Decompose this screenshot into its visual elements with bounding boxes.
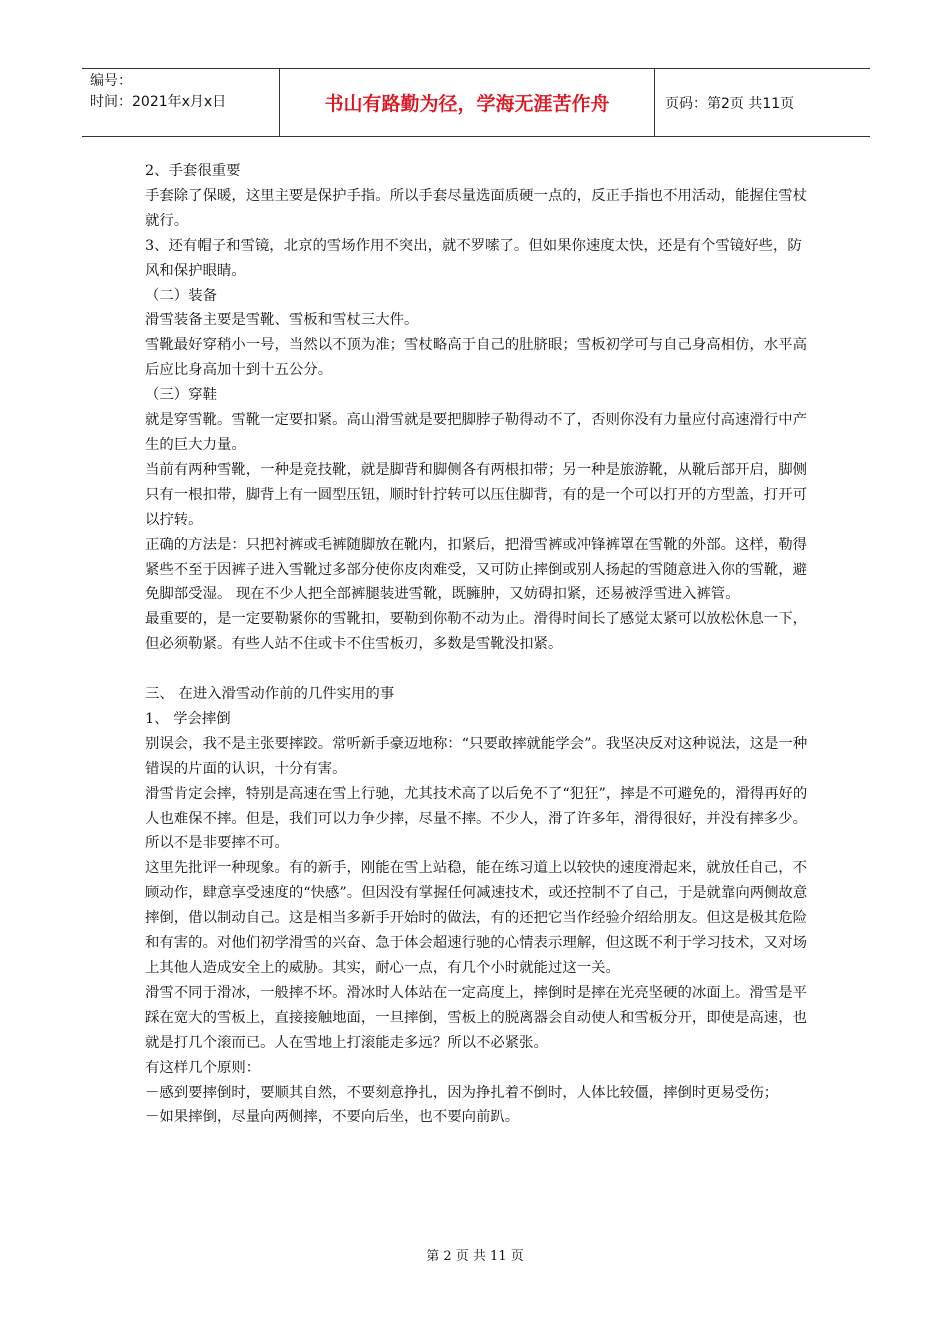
page-header (82, 68, 870, 137)
paragraph: 当前有两种雪靴，一种是竞技靴，就是脚背和脚侧各有两根扣带；另一种是旅游靴，从靴后部开启，脚侧只有一根扣带，脚背上有一圆型压钮，顺时针拧转可以压住脚背，有的是一个可以打开的方型盖，打开可以拧转。 (145, 461, 807, 528)
paragraph: 3、还有帽子和雪镜，北京的雪场作用不突出，就不罗嗦了。但如果你速度太快，还是有个雪镜好些，防风和保护眼睛。 (145, 237, 802, 279)
paragraph: 正确的方法是：只把衬裤或毛裤随脚放在靴内，扣紧后，把滑雪裤或冲锋裤罩在雪靴的外部。这样，勒得紧些不至于因裤子进入雪靴过多部分使你皮肉难受，又可防止摔倒或别人扬起的雪随意进入你的雪靴，避免脚部受湿。 现在不少人把全部裤腿装进雪靴，既臃肿，又妨碍扣紧，还易被浮雪进入裤管。 (145, 536, 807, 603)
paragraph: 手套除了保暖，这里主要是保护手指。所以手套尽量选面质硬一点的，反正手指也不用活动，能握住雪杖就行。 (145, 187, 807, 229)
section-heading: 三、 在进入滑雪动作前的几件实用的事 (145, 686, 395, 703)
header-page-number: 页码：第2页 共11页 (665, 95, 795, 112)
document-number-label: 编号： (90, 73, 132, 89)
paragraph: 这里先批评一种现象。有的新手，刚能在雪上站稳，能在练习道上以较快的速度滑起来，就放任自己，不顾动作，肆意享受速度的“快感”。但因没有掌握任何减速技术，或还控制不了自己，于是就靠向两侧故意摔倒，借以制动自己。这是相当多新手开始时的做法，有的还把它当作经验介绍给朋友。但这是极其危险和有害的。对他们初学滑雪的兴奋、急于体会超速行驰的心情表示理解，但这既不利于学习技术，又对场上其他人造成安全上的威胁。其实，耐心一点，有几个小时就能过这一关。 (145, 860, 808, 976)
paragraph: 雪靴最好穿稍小一号，当然以不顶为准；雪杖略高于自己的肚脐眼；雪板初学可与自己身高相仿，水平高后应比身高加十到十五公分。 (145, 337, 807, 379)
paragraph: 有这样几个原则： (145, 1059, 261, 1076)
paragraph: －感到要摔倒时，要顺其自然，不要刻意挣扎，因为挣扎着不倒时，人体比较僵，摔倒时更易受伤； (145, 1084, 779, 1101)
paragraph: （二）装备 (145, 287, 217, 304)
document-date: 时间：2021年x月x日 (90, 94, 227, 110)
page-footer: 第 2 页 共 11 页 (426, 1249, 524, 1264)
document-body (145, 159, 809, 1130)
paragraph: 最重要的，是一定要勒紧你的雪靴扣，要勒到你勒不动为止。滑得时间长了感觉太紧可以放松休息一下，但必须勒紧。有些人站不住或卡不住雪板刃，多数是雪靴没扣紧。 (145, 611, 807, 653)
paragraph: 别误会，我不是主张要摔跤。常听新手豪迈地称：“只要敢摔就能学会”。我坚决反对这种说法，这是一种错误的片面的认识，十分有害。 (145, 735, 808, 777)
paragraph: －如果摔倒，尽量向两侧摔，不要向后坐，也不要向前趴。 (145, 1109, 520, 1126)
paragraph: 2、手套很重要 (145, 163, 241, 179)
paragraph: （三）穿鞋 (145, 387, 217, 404)
blank-line (145, 657, 809, 682)
paragraph: 就是穿雪靴。雪靴一定要扣紧。高山滑雪就是要把脚脖子勒得动不了，否则你没有力量应付高速滑行中产生的巨大力量。 (145, 412, 807, 453)
paragraph: 滑雪肯定会摔，特别是高速在雪上行驰，尤其技术高了以后免不了“犯狂”，摔是不可避免的，滑得再好的人也难保不摔。但是，我们可以力争少摔，尽量不摔。不少人，滑了许多年，滑得很好，并没有摔多少。所以不是非要摔不可。 (145, 785, 808, 852)
header-meta (82, 69, 280, 136)
paragraph: 滑雪装备主要是雪靴、雪板和雪杖三大件。 (145, 312, 419, 329)
paragraph: 滑雪不同于滑冰，一般摔不坏。滑冰时人体站在一定高度上，摔倒时是摔在光亮坚硬的冰面上。滑雪是平踩在宽大的雪板上，直接接触地面，一旦摔倒，雪板上的脱离器会自动使人和雪板分开，即使是高速，也就是打几个滚而已。人在雪地上打滚能走多远？所以不必紧张。 (145, 984, 807, 1051)
subsection-heading: 1、 学会摔倒 (145, 710, 231, 727)
header-motto: 书山有路勤为径，学海无涯苦作舟 (280, 69, 655, 136)
